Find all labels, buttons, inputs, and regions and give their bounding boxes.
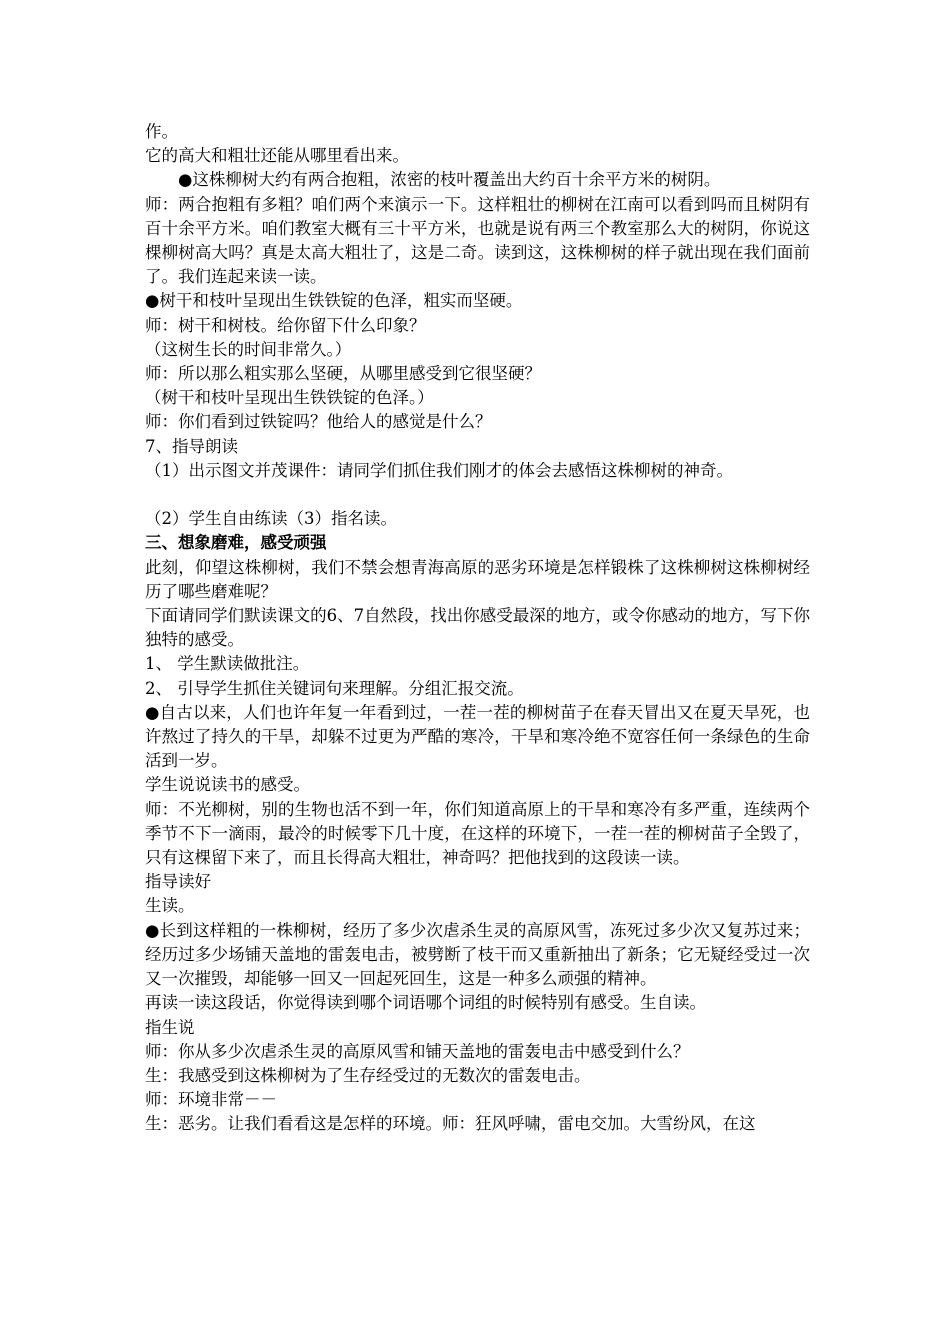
paragraph: （这树生长的时间非常久。）	[145, 339, 352, 359]
paragraph: 再读一读这段话，你觉得读到哪个词语哪个词组的时候特别有感受。生自读。	[145, 993, 706, 1013]
paragraph: ●长到这样粗的一株柳树，经历了多少次虐杀生灵的高原风雪，冻死过多少次又复苏过来；经历过多少场铺天盖地的雷轰电击，被劈断了枝干而又重新抽出了新条；它无疑经受过一次又一次摧毁，却能够一回又一回起死回生，这是一种多么顽强的精神。	[145, 920, 810, 989]
document-body	[145, 120, 810, 1137]
paragraph: 它的高大和粗壮还能从哪里看出来。	[145, 146, 409, 166]
paragraph: 指导读好	[145, 872, 211, 892]
paragraph: （1）出示图文并茂课件：请同学们抓住我们刚才的体会去感悟这株柳树的神奇。	[145, 460, 733, 480]
paragraph: （树干和枝叶呈现出生铁铁锭的色泽。）	[145, 388, 434, 408]
paragraph: 1、 学生默读做批注。	[145, 654, 310, 674]
paragraph: 师：所以那么粗实那么坚硬，从哪里感受到它很坚硬？	[145, 364, 541, 384]
paragraph: 下面请同学们默读课文的6、7自然段，找出你感受最深的地方，或令你感动的地方，写下你独特的感受。	[145, 606, 810, 650]
paragraph: ●自古以来，人们也许年复一年看到过，一茬一茬的柳树苗子在春天冒出又在夏天旱死，也许熬过了持久的干旱，却躲不过更为严酷的寒冷，干旱和寒冷绝不宽容任何一条绿色的生命活到一岁。	[145, 702, 810, 771]
paragraph: （2）学生自由练读（3）指名读。	[145, 509, 397, 529]
paragraph: 生读。	[145, 896, 195, 916]
paragraph: 师：环境非常－－	[145, 1090, 277, 1110]
blank-line	[145, 483, 810, 507]
paragraph: 此刻，仰望这株柳树，我们不禁会想青海高原的恶劣环境是怎样锻株了这株柳树这株柳树经历了哪些磨难呢？	[145, 557, 810, 601]
paragraph: 师：你从多少次虐杀生灵的高原风雪和铺天盖地的雷轰电击中感受到什么？	[145, 1041, 690, 1061]
paragraph: 2、 引导学生抓住关键词句来理解。分组汇报交流。	[145, 678, 524, 698]
paragraph: 师：不光柳树，别的生物也活不到一年，你们知道高原上的干旱和寒冷有多严重，连续两个季节不下一滴雨，最冷的时候零下几十度，在这样的环境下，一茬一茬的柳树苗子全毁了，只有这棵留下来了，而且长得高大粗壮，神奇吗？把他找到的这段读一读。	[145, 799, 810, 868]
paragraph: 7、指导朗读	[145, 436, 238, 456]
paragraph: 学生说说读书的感受。	[145, 775, 310, 795]
paragraph: ●这株柳树大约有两合抱粗，浓密的枝叶覆盖出大约百十余平方米的树阴。	[178, 170, 721, 190]
paragraph: ●树干和枝叶呈现出生铁铁锭的色泽，粗实而坚硬。	[145, 291, 523, 311]
paragraph: 师：你们看到过铁锭吗？他给人的感觉是什么？	[145, 412, 492, 432]
section-heading: 三、想象磨难，感受顽强	[145, 533, 327, 553]
paragraph: 师：两合抱粗有多粗？咱们两个来演示一下。这样粗壮的柳树在江南可以看到吗而且树阴有百十余平方米。咱们教室大概有三十平方米，也就是说有两三个教室那么大的树阴，你说这棵柳树高大吗？真是太高大粗壮了，这是二奇。读到这，这株柳树的样子就出现在我们面前了。我们连起来读一读。	[145, 194, 810, 287]
paragraph: 生：我感受到这株柳树为了生存经受过的无数次的雷轰电击。	[145, 1065, 591, 1085]
paragraph: 师：树干和树枝。给你留下什么印象？	[145, 315, 426, 335]
paragraph: 作。	[145, 122, 178, 141]
paragraph: 生：恶劣。让我们看看这是怎样的环境。师：狂风呼啸，雷电交加。大雪纷风，在这	[145, 1114, 756, 1134]
paragraph: 指生说	[145, 1017, 195, 1037]
